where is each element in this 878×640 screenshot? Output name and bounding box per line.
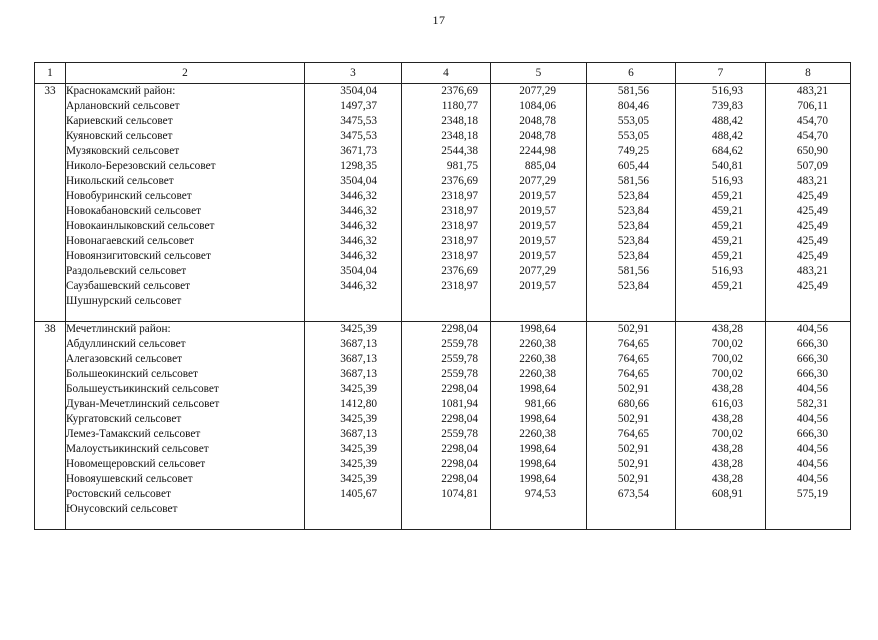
table-cell-value: 666,30: [796, 353, 828, 365]
table-cell-value: 2376,69: [441, 85, 478, 97]
table-cell-value: 502,91: [617, 323, 649, 335]
table-cell-value: 1998,64: [519, 458, 556, 470]
table-cell-value: 1412,80: [340, 398, 377, 410]
table-cell-value: 2318,97: [441, 205, 478, 217]
table-cell-value: 1998,64: [519, 443, 556, 455]
table-cell-value: 2077,29: [519, 175, 556, 187]
table-cell-value: 1074,81: [441, 488, 478, 500]
settlement-name: Шушнурский сельсовет: [66, 295, 182, 307]
table-cell-value: 523,84: [617, 250, 649, 262]
table-cell-value: 2260,38: [519, 353, 556, 365]
table-cell-value: 2019,57: [519, 190, 556, 202]
table-cell-value: 2244,98: [519, 145, 556, 157]
table-cell-value: 2318,97: [441, 250, 478, 262]
table-cell-value: 1405,67: [340, 488, 377, 500]
value-column-5: [491, 322, 587, 530]
table-cell-value: 650,90: [796, 145, 828, 157]
table-cell-value: 2077,29: [519, 265, 556, 277]
settlement-name: Ростовский сельсовет: [66, 488, 171, 500]
table-cell-value: 3504,04: [340, 265, 377, 277]
page-number: 17: [432, 13, 446, 27]
value-column-4: [402, 84, 491, 322]
table-cell-value: 749,25: [617, 145, 649, 157]
table-cell-value: 1998,64: [519, 413, 556, 425]
settlement-name: Новояушевский сельсовет: [66, 473, 193, 485]
table-cell-value: 2298,04: [441, 458, 478, 470]
table-cell-value: 666,30: [796, 338, 828, 350]
column-header: 6: [587, 63, 676, 84]
district-number: 38: [35, 322, 66, 530]
value-column-3: [305, 84, 402, 322]
table-cell-value: 2260,38: [519, 368, 556, 380]
table-cell-value: 2298,04: [441, 383, 478, 395]
column-header: 7: [676, 63, 766, 84]
settlement-name: Большеустьикинский сельсовет: [66, 383, 219, 395]
district-group-row: [35, 84, 851, 322]
table-cell-value: 1998,64: [519, 473, 556, 485]
table-cell-value: 3425,39: [340, 473, 377, 485]
table-cell-value: 2559,78: [441, 338, 478, 350]
value-column-4: [402, 322, 491, 530]
table-cell-value: 553,05: [617, 130, 649, 142]
table-cell-value: 3425,39: [340, 443, 377, 455]
table-cell-value: 2048,78: [519, 115, 556, 127]
table-cell-value: 2019,57: [519, 205, 556, 217]
settlement-name: Николо-Березовский сельсовет: [66, 160, 216, 172]
table-cell-value: 582,31: [796, 398, 828, 410]
table-cell-value: 981,66: [524, 398, 556, 410]
table-cell-value: 502,91: [617, 413, 649, 425]
value-column-5: [491, 84, 587, 322]
table-cell-value: 507,09: [796, 160, 828, 172]
table-cell-value: 575,19: [796, 488, 828, 500]
table-cell-value: 2559,78: [441, 428, 478, 440]
settlement-name: Новоянзигитовский сельсовет: [66, 250, 211, 262]
table-cell-value: 3671,73: [340, 145, 377, 157]
table-cell-value: 502,91: [617, 383, 649, 395]
table-cell-value: 700,02: [711, 338, 743, 350]
table-cell-value: 523,84: [617, 190, 649, 202]
value-column-3: [305, 322, 402, 530]
table-cell-value: 3425,39: [340, 323, 377, 335]
table-cell-value: 3425,39: [340, 383, 377, 395]
settlement-name: Лемез-Тамакский сельсовет: [66, 428, 201, 440]
settlement-name: Большеокинский сельсовет: [66, 368, 198, 380]
table-cell-value: 523,84: [617, 205, 649, 217]
table-cell-value: 438,28: [711, 323, 743, 335]
settlement-name: Малоустьикинский сельсовет: [66, 443, 209, 455]
settlement-name: Кариевский сельсовет: [66, 115, 173, 127]
table-cell-value: 673,54: [617, 488, 649, 500]
table-cell-value: 516,93: [711, 85, 743, 97]
table-cell-value: 1180,77: [441, 100, 478, 112]
table-cell-value: 2260,38: [519, 428, 556, 440]
table-cell-value: 404,56: [796, 443, 828, 455]
table-cell-value: 680,66: [617, 398, 649, 410]
table-cell-value: 2019,57: [519, 220, 556, 232]
table-cell-value: 1081,94: [441, 398, 478, 410]
table-cell-value: 2318,97: [441, 280, 478, 292]
column-header: 3: [305, 63, 402, 84]
table-cell-value: 2298,04: [441, 443, 478, 455]
table-cell-value: 459,21: [711, 235, 743, 247]
table-cell-value: 3475,53: [340, 115, 377, 127]
table-cell-value: 425,49: [796, 205, 828, 217]
table-cell-value: 2019,57: [519, 280, 556, 292]
table-cell-value: 459,21: [711, 250, 743, 262]
table-cell-value: 2048,78: [519, 130, 556, 142]
table-cell-value: 488,42: [711, 115, 743, 127]
table-cell-value: 700,02: [711, 353, 743, 365]
table-cell-value: 2298,04: [441, 323, 478, 335]
table-cell-value: 764,65: [617, 353, 649, 365]
settlement-name: Музяковский сельсовет: [66, 145, 180, 157]
table-cell-value: 516,93: [711, 175, 743, 187]
table-cell-value: 1497,37: [340, 100, 377, 112]
column-header: 5: [491, 63, 587, 84]
table-cell-value: 764,65: [617, 428, 649, 440]
settlement-name: Куяновский сельсовет: [66, 130, 173, 142]
table-cell-value: 523,84: [617, 280, 649, 292]
table-cell-value: 454,70: [796, 130, 828, 142]
table-cell-value: 459,21: [711, 205, 743, 217]
column-header: 1: [35, 63, 66, 84]
table-cell-value: 3425,39: [340, 413, 377, 425]
table-cell-value: 3687,13: [340, 428, 377, 440]
table-cell-value: 438,28: [711, 383, 743, 395]
value-column-8: [766, 322, 851, 530]
table-cell-value: 454,70: [796, 115, 828, 127]
table-cell-value: 2348,18: [441, 115, 478, 127]
table-cell-value: 3446,32: [340, 280, 377, 292]
table-cell-value: 804,46: [617, 100, 649, 112]
table-cell-value: 2260,38: [519, 338, 556, 350]
table-cell-value: 1298,35: [340, 160, 377, 172]
settlement-name: Алегазовский сельсовет: [66, 353, 183, 365]
table-cell-value: 540,81: [711, 160, 743, 172]
table-cell-value: 404,56: [796, 458, 828, 470]
table-cell-value: 684,62: [711, 145, 743, 157]
value-column-8: [766, 84, 851, 322]
table-cell-value: 3504,04: [340, 85, 377, 97]
table-cell-value: 2019,57: [519, 250, 556, 262]
table-cell-value: 3504,04: [340, 175, 377, 187]
table-cell-value: 616,03: [711, 398, 743, 410]
table-cell-value: 2544,38: [441, 145, 478, 157]
value-column-7: [676, 322, 766, 530]
district-number: 33: [35, 84, 66, 322]
table-cell-value: 3687,13: [340, 338, 377, 350]
settlement-name: Абдуллинский сельсовет: [66, 338, 186, 350]
value-column-6: [587, 322, 676, 530]
table-header: [35, 63, 851, 84]
table-cell-value: 438,28: [711, 473, 743, 485]
table-cell-value: 2376,69: [441, 175, 478, 187]
table-cell-value: 666,30: [796, 368, 828, 380]
table-cell-value: 3425,39: [340, 458, 377, 470]
settlement-name: Новокаинлыковский сельсовет: [66, 220, 215, 232]
table-cell-value: 483,21: [796, 85, 828, 97]
table-cell-value: 553,05: [617, 115, 649, 127]
column-header: 4: [402, 63, 491, 84]
table-cell-value: 2019,57: [519, 235, 556, 247]
table-cell-value: 438,28: [711, 443, 743, 455]
table-cell-value: 488,42: [711, 130, 743, 142]
settlement-name: Никольский сельсовет: [66, 175, 174, 187]
table-cell-value: 700,02: [711, 368, 743, 380]
settlement-name: Дуван-Мечетлинский сельсовет: [66, 398, 220, 410]
table-cell-value: 1998,64: [519, 323, 556, 335]
table-cell-value: 739,83: [711, 100, 743, 112]
table-cell-value: 981,75: [446, 160, 478, 172]
table-cell-value: 483,21: [796, 175, 828, 187]
table-cell-value: 885,04: [524, 160, 556, 172]
column-header: 8: [766, 63, 851, 84]
table-cell-value: 2376,69: [441, 265, 478, 277]
table-cell-value: 404,56: [796, 473, 828, 485]
table-cell-value: 608,91: [711, 488, 743, 500]
table-cell-value: 459,21: [711, 220, 743, 232]
table-cell-value: 3446,32: [340, 190, 377, 202]
table-cell-value: 404,56: [796, 323, 828, 335]
table-cell-value: 459,21: [711, 280, 743, 292]
table-cell-value: 425,49: [796, 235, 828, 247]
settlement-name: Саузбашевский сельсовет: [66, 280, 191, 292]
settlement-name: Арлановский сельсовет: [66, 100, 180, 112]
table-cell-value: 2298,04: [441, 413, 478, 425]
district-group-row: [35, 322, 851, 530]
table-cell-value: 404,56: [796, 383, 828, 395]
settlement-name: Новомещеровский сельсовет: [66, 458, 206, 470]
table-cell-value: 3446,32: [340, 205, 377, 217]
table-cell-value: 1998,64: [519, 383, 556, 395]
table-cell-value: 2559,78: [441, 368, 478, 380]
table-cell-value: 425,49: [796, 250, 828, 262]
value-column-6: [587, 84, 676, 322]
table-cell-value: 404,56: [796, 413, 828, 425]
settlement-name: Новокабановский сельсовет: [66, 205, 202, 217]
district-names-cell: [66, 84, 305, 322]
table-cell-value: 3446,32: [340, 235, 377, 247]
table-cell-value: 3475,53: [340, 130, 377, 142]
table-cell-value: 581,56: [617, 85, 649, 97]
table-cell-value: 581,56: [617, 265, 649, 277]
settlement-name: Раздольевский сельсовет: [66, 265, 187, 277]
district-name: Краснокамский район:: [66, 85, 176, 97]
table-cell-value: 523,84: [617, 220, 649, 232]
district-name: Мечетлинский район:: [66, 323, 171, 335]
table-cell-value: 425,49: [796, 220, 828, 232]
table-cell-value: 700,02: [711, 428, 743, 440]
settlement-name: Юнусовский сельсовет: [66, 503, 178, 515]
settlement-name: Новобуринский сельсовет: [66, 190, 192, 202]
column-header: 2: [66, 63, 305, 84]
table-cell-value: 706,11: [797, 100, 828, 112]
table-cell-value: 502,91: [617, 473, 649, 485]
table-cell-value: 2318,97: [441, 190, 478, 202]
table-cell-value: 3446,32: [340, 250, 377, 262]
table-cell-value: 2298,04: [441, 473, 478, 485]
table-cell-value: 605,44: [617, 160, 649, 172]
table-cell-value: 3446,32: [340, 220, 377, 232]
district-names-cell: [66, 322, 305, 530]
table-cell-value: 438,28: [711, 458, 743, 470]
value-column-7: [676, 84, 766, 322]
table-cell-value: 764,65: [617, 338, 649, 350]
table-cell-value: 764,65: [617, 368, 649, 380]
table-cell-value: 3687,13: [340, 353, 377, 365]
table-cell-value: 2559,78: [441, 353, 478, 365]
table-cell-value: 2348,18: [441, 130, 478, 142]
settlement-name: Кургатовский сельсовет: [66, 413, 182, 425]
table-cell-value: 483,21: [796, 265, 828, 277]
data-table: [34, 62, 851, 530]
table-cell-value: 974,53: [524, 488, 556, 500]
table-cell-value: 502,91: [617, 443, 649, 455]
table-cell-value: 459,21: [711, 190, 743, 202]
table-cell-value: 581,56: [617, 175, 649, 187]
table-cell-value: 502,91: [617, 458, 649, 470]
table-cell-value: 516,93: [711, 265, 743, 277]
table-cell-value: 523,84: [617, 235, 649, 247]
table-cell-value: 2077,29: [519, 85, 556, 97]
header-row: [35, 63, 851, 84]
table-body: [35, 84, 851, 530]
table-cell-value: 666,30: [796, 428, 828, 440]
table-cell-value: 2318,97: [441, 235, 478, 247]
table-cell-value: 438,28: [711, 413, 743, 425]
table-cell-value: 2318,97: [441, 220, 478, 232]
settlement-name: Новонагаевский сельсовет: [66, 235, 194, 247]
table-cell-value: 3687,13: [340, 368, 377, 380]
table-cell-value: 1084,06: [519, 100, 556, 112]
table-cell-value: 425,49: [796, 280, 828, 292]
table-cell-value: 425,49: [796, 190, 828, 202]
